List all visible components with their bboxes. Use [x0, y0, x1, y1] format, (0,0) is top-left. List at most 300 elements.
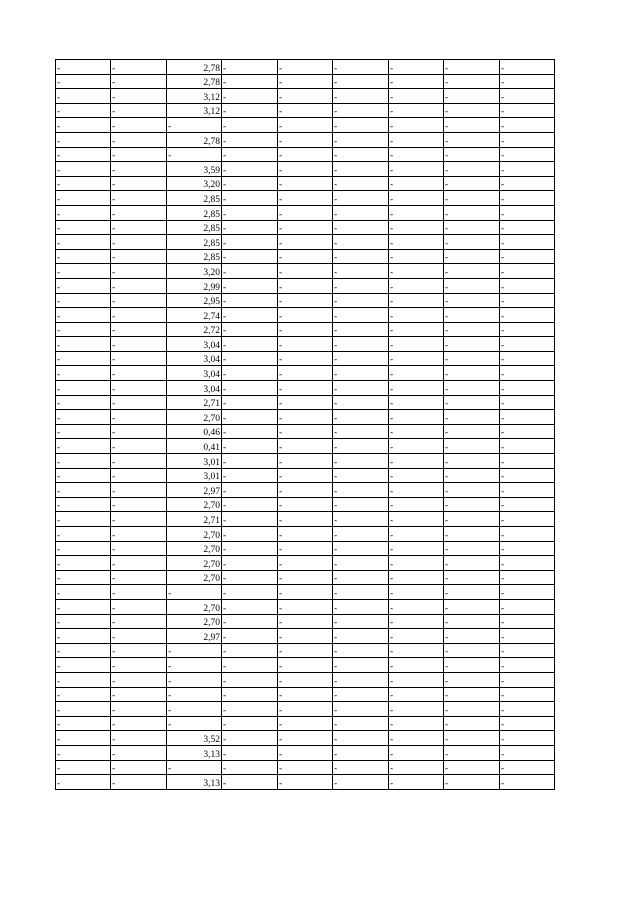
table-cell: -: [500, 716, 555, 731]
table-cell: -: [222, 570, 278, 585]
table-cell: -: [333, 410, 389, 425]
table-cell: -: [444, 337, 500, 352]
table-cell: -: [56, 439, 111, 454]
table-cell: -: [278, 672, 333, 687]
table-cell: -: [111, 599, 167, 614]
table-cell: -: [56, 658, 111, 673]
table-cell: 2,85: [167, 220, 222, 235]
table-cell: -: [111, 308, 167, 323]
table-cell: -: [278, 220, 333, 235]
table-cell: -: [333, 570, 389, 585]
table-cell: -: [56, 74, 111, 89]
table-cell: -: [389, 293, 444, 308]
table-cell: -: [111, 293, 167, 308]
table-cell: -: [56, 541, 111, 556]
table-cell: -: [333, 351, 389, 366]
table-cell: -: [222, 497, 278, 512]
table-cell: -: [222, 322, 278, 337]
table-cell: -: [56, 351, 111, 366]
table-cell: -: [56, 424, 111, 439]
table-cell: 2,71: [167, 395, 222, 410]
table-cell: -: [500, 687, 555, 702]
table-cell: -: [278, 322, 333, 337]
table-cell: -: [444, 760, 500, 775]
table-cell: -: [333, 191, 389, 206]
table-cell: -: [111, 147, 167, 162]
table-row: [56, 337, 555, 352]
table-row: [56, 775, 555, 790]
table-cell: -: [222, 337, 278, 352]
table-cell: -: [500, 527, 555, 542]
table-cell: -: [389, 716, 444, 731]
table-cell: -: [333, 672, 389, 687]
table-row: [56, 366, 555, 381]
table-cell: -: [333, 235, 389, 250]
table-cell: -: [111, 118, 167, 133]
table-cell: -: [500, 556, 555, 571]
table-cell: -: [444, 220, 500, 235]
table-row: [56, 497, 555, 512]
table-cell: -: [222, 556, 278, 571]
table-cell: -: [389, 351, 444, 366]
table-cell: -: [278, 702, 333, 717]
table-cell: -: [56, 103, 111, 118]
table-row: [56, 483, 555, 498]
table-cell: -: [111, 643, 167, 658]
table-row: [56, 132, 555, 147]
table-cell: -: [333, 293, 389, 308]
table-cell: -: [333, 468, 389, 483]
table-cell: -: [56, 731, 111, 746]
table-cell: -: [333, 74, 389, 89]
table-cell: -: [278, 103, 333, 118]
table-cell: -: [333, 483, 389, 498]
table-cell: -: [278, 570, 333, 585]
table-row: [56, 468, 555, 483]
table-cell: -: [222, 118, 278, 133]
table-cell: -: [500, 103, 555, 118]
table-row: [56, 454, 555, 469]
table-cell: -: [111, 614, 167, 629]
table-cell: -: [56, 497, 111, 512]
table-cell: -: [56, 760, 111, 775]
table-cell: -: [444, 176, 500, 191]
table-cell: -: [444, 614, 500, 629]
table-row: [56, 570, 555, 585]
table-cell: -: [222, 541, 278, 556]
table-row: [56, 556, 555, 571]
table-cell: -: [222, 658, 278, 673]
table-cell: 3,04: [167, 351, 222, 366]
table-cell: -: [111, 60, 167, 75]
table-cell: -: [389, 147, 444, 162]
table-cell: -: [389, 643, 444, 658]
table-cell: -: [222, 599, 278, 614]
table-row: [56, 162, 555, 177]
table-cell: -: [278, 775, 333, 790]
table-cell: -: [389, 527, 444, 542]
table-cell: -: [500, 585, 555, 600]
table-cell: -: [389, 454, 444, 469]
table-cell: -: [56, 585, 111, 600]
table-cell: -: [500, 439, 555, 454]
table-cell: 2,85: [167, 235, 222, 250]
table-cell: -: [444, 775, 500, 790]
table-cell: -: [500, 643, 555, 658]
table-cell: -: [222, 205, 278, 220]
table-cell: -: [444, 658, 500, 673]
table-cell: -: [389, 235, 444, 250]
table-cell: -: [389, 118, 444, 133]
table-cell: -: [444, 497, 500, 512]
table-cell: -: [111, 103, 167, 118]
table-row: [56, 235, 555, 250]
table-row: [56, 103, 555, 118]
table-cell: -: [278, 483, 333, 498]
table-cell: -: [278, 556, 333, 571]
table-cell: -: [333, 497, 389, 512]
table-cell: -: [278, 658, 333, 673]
table-cell: -: [111, 410, 167, 425]
table-cell: -: [333, 775, 389, 790]
table-cell: -: [444, 585, 500, 600]
table-cell: -: [111, 468, 167, 483]
table-cell: 2,74: [167, 308, 222, 323]
table-cell: -: [222, 176, 278, 191]
table-cell: 2,78: [167, 74, 222, 89]
table-cell: -: [278, 468, 333, 483]
table-cell: -: [444, 118, 500, 133]
table-cell: -: [278, 497, 333, 512]
table-cell: -: [500, 264, 555, 279]
table-cell: -: [500, 381, 555, 396]
table-cell: -: [278, 132, 333, 147]
table-cell: -: [389, 381, 444, 396]
table-cell: -: [111, 775, 167, 790]
table-cell: -: [222, 351, 278, 366]
table-cell: -: [500, 497, 555, 512]
table-cell: -: [222, 235, 278, 250]
table-cell: -: [333, 716, 389, 731]
table-cell: -: [222, 191, 278, 206]
table-cell: 3,13: [167, 745, 222, 760]
table-cell: -: [389, 629, 444, 644]
table-cell: -: [56, 293, 111, 308]
table-cell: -: [333, 308, 389, 323]
table-cell: -: [389, 410, 444, 425]
table-cell: -: [444, 716, 500, 731]
table-cell: -: [222, 585, 278, 600]
table-cell: -: [444, 439, 500, 454]
table-cell: 2,95: [167, 293, 222, 308]
table-cell: -: [56, 672, 111, 687]
table-cell: -: [278, 162, 333, 177]
table-cell: -: [500, 337, 555, 352]
table-cell: 3,52: [167, 731, 222, 746]
table-cell: -: [222, 147, 278, 162]
table-row: [56, 745, 555, 760]
table-cell: -: [389, 585, 444, 600]
table-cell: -: [111, 483, 167, 498]
table-cell: -: [222, 220, 278, 235]
table-cell: -: [278, 541, 333, 556]
table-cell: -: [222, 366, 278, 381]
table-row: [56, 278, 555, 293]
table-row: [56, 541, 555, 556]
table-cell: 2,70: [167, 570, 222, 585]
table-cell: -: [111, 497, 167, 512]
table-cell: -: [222, 702, 278, 717]
table-cell: -: [56, 512, 111, 527]
table-cell: -: [333, 760, 389, 775]
table-cell: 2,78: [167, 60, 222, 75]
table-cell: -: [444, 643, 500, 658]
table-cell: -: [444, 205, 500, 220]
table-cell: -: [56, 205, 111, 220]
table-cell: -: [222, 745, 278, 760]
table-cell: -: [222, 395, 278, 410]
table-cell: -: [278, 731, 333, 746]
table-row: [56, 585, 555, 600]
table-cell: -: [278, 454, 333, 469]
table-cell: -: [222, 381, 278, 396]
table-cell: -: [111, 760, 167, 775]
table-cell: -: [444, 293, 500, 308]
table-cell: -: [389, 308, 444, 323]
table-row: [56, 395, 555, 410]
table-cell: -: [278, 337, 333, 352]
table-cell: -: [222, 687, 278, 702]
table-row: [56, 410, 555, 425]
table-cell: -: [333, 424, 389, 439]
table-cell: -: [222, 424, 278, 439]
table-cell: 2,85: [167, 205, 222, 220]
table-cell: -: [56, 527, 111, 542]
table-row: [56, 191, 555, 206]
table-cell: -: [500, 89, 555, 104]
table-cell: -: [500, 658, 555, 673]
table-cell: -: [389, 541, 444, 556]
table-cell: -: [111, 322, 167, 337]
table-cell: -: [389, 220, 444, 235]
table-cell: -: [389, 249, 444, 264]
table-cell: -: [56, 643, 111, 658]
table-cell: -: [444, 366, 500, 381]
table-cell: -: [500, 191, 555, 206]
table-cell: -: [222, 278, 278, 293]
table-cell: -: [500, 570, 555, 585]
table-cell: -: [444, 629, 500, 644]
table-cell: -: [444, 541, 500, 556]
table-cell: -: [278, 264, 333, 279]
table-row: [56, 629, 555, 644]
table-cell: -: [333, 366, 389, 381]
table-cell: 2,85: [167, 249, 222, 264]
table-cell: -: [333, 264, 389, 279]
table-cell: -: [444, 731, 500, 746]
table-cell: 0,41: [167, 439, 222, 454]
table-cell: -: [111, 424, 167, 439]
table-cell: -: [333, 454, 389, 469]
table-cell: -: [278, 308, 333, 323]
table-cell: -: [167, 147, 222, 162]
table-cell: -: [500, 308, 555, 323]
table-cell: -: [111, 366, 167, 381]
table-cell: -: [500, 205, 555, 220]
data-table: [55, 59, 555, 790]
table-cell: -: [500, 351, 555, 366]
table-cell: -: [56, 235, 111, 250]
table-cell: -: [389, 672, 444, 687]
table-cell: -: [222, 103, 278, 118]
table-cell: -: [56, 264, 111, 279]
table-cell: -: [222, 483, 278, 498]
table-cell: -: [56, 702, 111, 717]
table-cell: -: [389, 89, 444, 104]
table-cell: -: [278, 118, 333, 133]
table-cell: 2,70: [167, 599, 222, 614]
table-cell: -: [500, 322, 555, 337]
table-cell: -: [111, 716, 167, 731]
table-cell: -: [333, 381, 389, 396]
table-row: [56, 322, 555, 337]
table-cell: -: [167, 658, 222, 673]
table-cell: -: [167, 687, 222, 702]
table-cell: -: [333, 205, 389, 220]
table-cell: -: [500, 220, 555, 235]
table-cell: -: [333, 337, 389, 352]
table-cell: 3,04: [167, 366, 222, 381]
table-cell: 3,12: [167, 89, 222, 104]
table-cell: -: [278, 629, 333, 644]
table-cell: -: [278, 278, 333, 293]
table-cell: -: [389, 264, 444, 279]
table-cell: -: [111, 205, 167, 220]
table-row: [56, 351, 555, 366]
table-cell: -: [333, 643, 389, 658]
table-cell: -: [56, 599, 111, 614]
table-cell: -: [56, 687, 111, 702]
table-cell: -: [500, 424, 555, 439]
table-cell: -: [111, 702, 167, 717]
table-cell: -: [333, 629, 389, 644]
table-cell: -: [500, 775, 555, 790]
table-cell: -: [444, 512, 500, 527]
table-cell: -: [111, 191, 167, 206]
table-cell: -: [111, 629, 167, 644]
table-row: [56, 599, 555, 614]
table-cell: -: [389, 103, 444, 118]
table-cell: -: [111, 556, 167, 571]
table-cell: -: [278, 366, 333, 381]
table-cell: -: [222, 439, 278, 454]
table-row: [56, 439, 555, 454]
table-cell: -: [444, 322, 500, 337]
table-cell: -: [444, 191, 500, 206]
table-cell: -: [56, 308, 111, 323]
table-cell: -: [278, 74, 333, 89]
table-row: [56, 308, 555, 323]
table-cell: -: [222, 60, 278, 75]
table-cell: -: [333, 249, 389, 264]
table-cell: -: [278, 716, 333, 731]
table-cell: -: [222, 249, 278, 264]
table-row: [56, 658, 555, 673]
table-cell: 0,46: [167, 424, 222, 439]
table-cell: -: [56, 60, 111, 75]
table-cell: -: [111, 731, 167, 746]
table-cell: -: [111, 220, 167, 235]
table-cell: -: [111, 264, 167, 279]
table-cell: -: [389, 191, 444, 206]
table-cell: -: [333, 599, 389, 614]
table-cell: -: [500, 702, 555, 717]
table-row: [56, 293, 555, 308]
table-cell: -: [111, 658, 167, 673]
table-cell: -: [56, 570, 111, 585]
table-cell: -: [278, 527, 333, 542]
table-cell: 2,78: [167, 132, 222, 147]
table-cell: -: [444, 60, 500, 75]
table-cell: -: [389, 278, 444, 293]
table-cell: -: [56, 322, 111, 337]
table-cell: -: [222, 132, 278, 147]
table-cell: -: [278, 512, 333, 527]
table-cell: -: [444, 454, 500, 469]
table-cell: -: [333, 118, 389, 133]
table-cell: -: [389, 337, 444, 352]
table-cell: -: [444, 702, 500, 717]
table-cell: -: [389, 599, 444, 614]
table-cell: -: [500, 468, 555, 483]
table-cell: -: [222, 162, 278, 177]
table-cell: -: [278, 395, 333, 410]
table-cell: 2,70: [167, 556, 222, 571]
table-row: [56, 731, 555, 746]
table-cell: -: [56, 337, 111, 352]
table-cell: -: [389, 687, 444, 702]
table-cell: -: [444, 89, 500, 104]
table-cell: -: [444, 687, 500, 702]
table-cell: -: [444, 527, 500, 542]
table-cell: -: [222, 89, 278, 104]
table-cell: -: [500, 132, 555, 147]
table-cell: -: [56, 395, 111, 410]
table-cell: -: [111, 235, 167, 250]
table-cell: -: [500, 410, 555, 425]
table-cell: -: [222, 74, 278, 89]
table-cell: -: [333, 162, 389, 177]
table-cell: -: [111, 162, 167, 177]
table-cell: -: [333, 439, 389, 454]
table-row: [56, 512, 555, 527]
table-cell: -: [389, 731, 444, 746]
table-cell: -: [500, 731, 555, 746]
table-cell: -: [389, 439, 444, 454]
table-cell: 2,97: [167, 629, 222, 644]
table-cell: -: [111, 278, 167, 293]
table-cell: -: [278, 89, 333, 104]
table-cell: -: [333, 702, 389, 717]
table-cell: -: [167, 760, 222, 775]
table-body: [56, 60, 555, 790]
table-row: [56, 760, 555, 775]
table-cell: -: [389, 760, 444, 775]
table-cell: 2,70: [167, 614, 222, 629]
table-row: [56, 176, 555, 191]
table-cell: -: [444, 556, 500, 571]
table-cell: -: [500, 147, 555, 162]
